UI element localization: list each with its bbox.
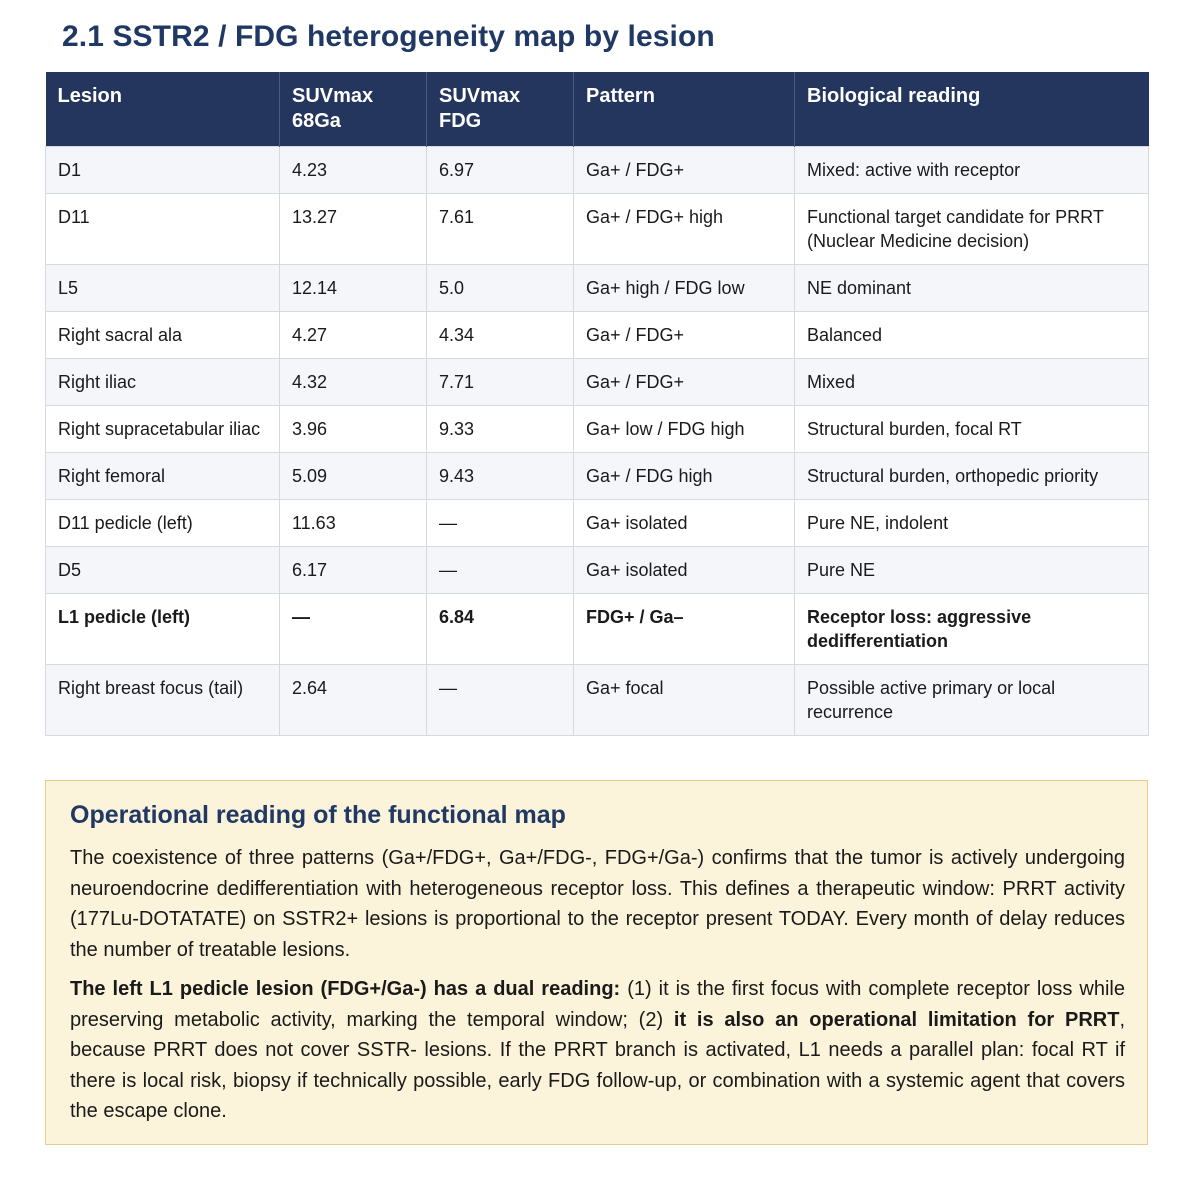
- bold-text-run: The left L1 pedicle lesion (FDG+/Ga-) has a dual reading:: [70, 978, 621, 1000]
- cell-suvmax-68ga: 11.63: [280, 500, 427, 547]
- cell-pattern: Ga+ low / FDG high: [574, 406, 795, 453]
- column-header-biological-reading: Biological reading: [795, 72, 1149, 147]
- cell-suvmax-68ga: 6.17: [280, 547, 427, 594]
- cell-pattern: Ga+ / FDG+: [574, 312, 795, 359]
- cell-suvmax-fdg: 7.71: [427, 359, 574, 406]
- column-header-suvmax-68ga: SUVmax 68Ga: [280, 72, 427, 147]
- table-row: [46, 312, 1149, 359]
- text-run: (1) it is the first focus with complete receptor loss while preserving metabolic activity, marking the temporal window; (2): [70, 978, 1126, 1031]
- cell-suvmax-68ga: 12.14: [280, 265, 427, 312]
- cell-biological-reading: Pure NE, indolent: [795, 500, 1149, 547]
- cell-lesion: D1: [46, 147, 280, 194]
- operational-reading-box: [45, 780, 1148, 1145]
- text-run: , because PRRT does not cover SSTR- lesions. If the PRRT branch is activated, L1 needs a parallel plan: focal RT if there is local risk, biopsy if technically possible, early FDG follow-up, or combination with a systemic agent that covers the escape clone.: [70, 1008, 1126, 1122]
- table-row: [46, 665, 1149, 736]
- cell-lesion: D5: [46, 547, 280, 594]
- cell-biological-reading: Balanced: [795, 312, 1149, 359]
- lesion-heterogeneity-table: [45, 72, 1149, 736]
- table-row: [46, 265, 1149, 312]
- table-row: [46, 500, 1149, 547]
- cell-biological-reading: Structural burden, orthopedic priority: [795, 453, 1149, 500]
- cell-suvmax-68ga: 2.64: [280, 665, 427, 736]
- cell-pattern: Ga+ / FDG+: [574, 359, 795, 406]
- cell-biological-reading: Pure NE: [795, 547, 1149, 594]
- table-row: [46, 406, 1149, 453]
- cell-pattern: FDG+ / Ga–: [574, 594, 795, 665]
- cell-suvmax-68ga: 5.09: [280, 453, 427, 500]
- cell-biological-reading: Mixed: active with receptor: [795, 147, 1149, 194]
- cell-suvmax-fdg: 6.97: [427, 147, 574, 194]
- table-row: [46, 453, 1149, 500]
- box-heading: Operational reading of the functional map: [70, 801, 566, 829]
- cell-lesion: Right sacral ala: [46, 312, 280, 359]
- cell-lesion: Right iliac: [46, 359, 280, 406]
- column-header-lesion: Lesion: [46, 72, 280, 147]
- column-header-suvmax-fdg: SUVmax FDG: [427, 72, 574, 147]
- cell-biological-reading: Structural burden, focal RT: [795, 406, 1149, 453]
- cell-suvmax-68ga: —: [280, 594, 427, 665]
- cell-pattern: Ga+ isolated: [574, 500, 795, 547]
- cell-biological-reading: Possible active primary or local recurrence: [795, 665, 1149, 736]
- cell-suvmax-68ga: 3.96: [280, 406, 427, 453]
- cell-biological-reading: NE dominant: [795, 265, 1149, 312]
- cell-suvmax-68ga: 4.32: [280, 359, 427, 406]
- table-header-row: [46, 72, 1149, 147]
- bold-text-run: it is also an operational limitation for PRRT: [673, 1008, 1120, 1031]
- cell-suvmax-fdg: 4.34: [427, 312, 574, 359]
- cell-suvmax-fdg: 7.61: [427, 194, 574, 265]
- cell-lesion: Right breast focus (tail): [46, 665, 280, 736]
- cell-suvmax-fdg: 9.43: [427, 453, 574, 500]
- cell-pattern: Ga+ / FDG high: [574, 453, 795, 500]
- cell-suvmax-fdg: 5.0: [427, 265, 574, 312]
- cell-suvmax-fdg: 6.84: [427, 594, 574, 665]
- cell-suvmax-fdg: —: [427, 665, 574, 736]
- cell-biological-reading: Mixed: [795, 359, 1149, 406]
- table-row: [46, 359, 1149, 406]
- cell-lesion: L5: [46, 265, 280, 312]
- cell-pattern: Ga+ focal: [574, 665, 795, 736]
- box-paragraph-2: [70, 974, 1125, 1127]
- cell-lesion: Right supracetabular iliac: [46, 406, 280, 453]
- cell-suvmax-fdg: —: [427, 547, 574, 594]
- table-row: [46, 194, 1149, 265]
- cell-lesion: D11: [46, 194, 280, 265]
- cell-pattern: Ga+ isolated: [574, 547, 795, 594]
- section-title: 2.1 SSTR2 / FDG heterogeneity map by lesion: [62, 20, 715, 53]
- cell-suvmax-68ga: 4.23: [280, 147, 427, 194]
- cell-pattern: Ga+ high / FDG low: [574, 265, 795, 312]
- column-header-pattern: Pattern: [574, 72, 795, 147]
- cell-lesion: Right femoral: [46, 453, 280, 500]
- cell-suvmax-fdg: 9.33: [427, 406, 574, 453]
- cell-lesion: L1 pedicle (left): [46, 594, 280, 665]
- cell-pattern: Ga+ / FDG+ high: [574, 194, 795, 265]
- cell-suvmax-fdg: —: [427, 500, 574, 547]
- table-row: [46, 594, 1149, 665]
- cell-pattern: Ga+ / FDG+: [574, 147, 795, 194]
- table-row: [46, 147, 1149, 194]
- cell-suvmax-68ga: 13.27: [280, 194, 427, 265]
- box-paragraph-1: The coexistence of three patterns (Ga+/FDG+, Ga+/FDG-, FDG+/Ga-) confirms that the tumor is actively undergoing neuroendocrine dedifferentiation with heterogeneous receptor loss. This defines a therapeutic window: PRRT activity (177Lu-DOTATATE) on SSTR2+ lesions is proportional to the receptor present TODAY. Every month of delay reduces the number of treatable lesions.: [70, 847, 1125, 961]
- cell-lesion: D11 pedicle (left): [46, 500, 280, 547]
- cell-biological-reading: Receptor loss: aggressive dedifferentiation: [795, 594, 1149, 665]
- cell-biological-reading: Functional target candidate for PRRT (Nuclear Medicine decision): [795, 194, 1149, 265]
- cell-suvmax-68ga: 4.27: [280, 312, 427, 359]
- table-row: [46, 547, 1149, 594]
- table-body: [46, 147, 1149, 736]
